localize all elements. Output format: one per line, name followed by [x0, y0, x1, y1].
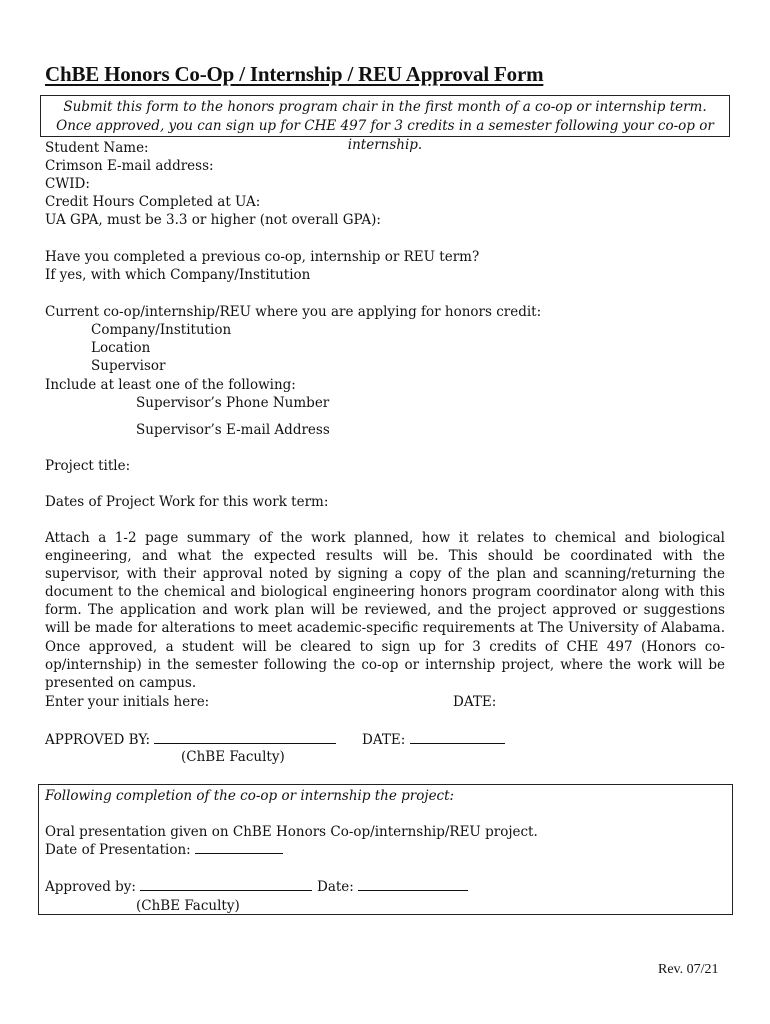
previous-company-label: If yes, with which Company/Institution — [45, 267, 311, 283]
intro-instructions: Submit this form to the honors program chair in the first month of a co-op or internship term. Once approved, you can sign up for CHE 497 for 3 credits in a semester following your co-op or internship. — [56, 99, 714, 153]
completion-approved-by-row — [45, 878, 312, 896]
approval-faculty-note: (ChBE Faculty) — [181, 749, 285, 765]
presentation-date-label: Date of Presentation: — [45, 842, 191, 858]
presentation-date-line[interactable] — [195, 841, 283, 854]
presentation-date-row — [45, 841, 283, 859]
oral-presentation-label: Oral presentation given on ChBE Honors Co-op/internship/REU project. — [45, 824, 538, 840]
initials-date-label: DATE: — [453, 694, 497, 710]
project-title-label: Project title: — [45, 458, 131, 474]
student-name-label: Student Name: — [45, 140, 149, 156]
supervisor-email-label: Supervisor’s E-mail Address — [136, 422, 330, 438]
completion-signature-line[interactable] — [140, 878, 312, 891]
completion-date-line[interactable] — [358, 878, 468, 891]
completion-heading: Following completion of the co-op or internship the project: — [45, 788, 455, 804]
completion-faculty-note: (ChBE Faculty) — [136, 898, 240, 914]
initials-label: Enter your initials here: — [45, 694, 210, 710]
approval-date-label: DATE: — [362, 732, 406, 748]
location-label: Location — [91, 340, 151, 356]
approved-by-label: APPROVED BY: — [45, 732, 151, 748]
current-term-heading: Current co-op/internship/REU where you are applying for honors credit: — [45, 304, 542, 320]
cwid-label: CWID: — [45, 176, 90, 192]
gpa-label: UA GPA, must be 3.3 or higher (not overall GPA): — [45, 212, 381, 228]
completion-approved-by-label: Approved by: — [45, 879, 136, 895]
supervisor-phone-label: Supervisor’s Phone Number — [136, 395, 330, 411]
previous-term-question: Have you completed a previous co-op, internship or REU term? — [45, 249, 480, 265]
completion-date-label: Date: — [317, 879, 354, 895]
crimson-email-label: Crimson E-mail address: — [45, 158, 214, 174]
credit-hours-label: Credit Hours Completed at UA: — [45, 194, 261, 210]
revision-label: Rev. 07/21 — [658, 962, 719, 977]
summary-instructions: Attach a 1-2 page summary of the work planned, how it relates to chemical and biological engineering, and what the expected results will be. This should be coordinated with the supervisor, with their approval noted by signing a copy of the plan and scanning/returning the document to the chemical and biological engineering honors program coordinator along with this form. The application and work plan will be reviewed, and the project approved or suggestions will be made for alterations to meet academic-specific requirements at The University of Alabama. Once approved, a student will be cleared to sign up for 3 credits of CHE 497 (Honors co-op/internship) in the semester following the co-op or internship project, where the work will be presented on campus. — [45, 530, 725, 691]
include-one-label: Include at least one of the following: — [45, 377, 296, 393]
dates-of-work-label: Dates of Project Work for this work term: — [45, 494, 329, 510]
approved-by-row — [45, 731, 336, 749]
form-title: ChBE Honors Co-Op / Internship / REU Approval Form — [45, 62, 544, 86]
approved-by-signature-line[interactable] — [154, 731, 336, 744]
completion-date-row — [317, 878, 468, 896]
company-institution-label: Company/Institution — [91, 322, 232, 338]
approval-date-row — [362, 731, 505, 749]
supervisor-label: Supervisor — [91, 358, 166, 374]
approval-date-line[interactable] — [410, 731, 505, 744]
